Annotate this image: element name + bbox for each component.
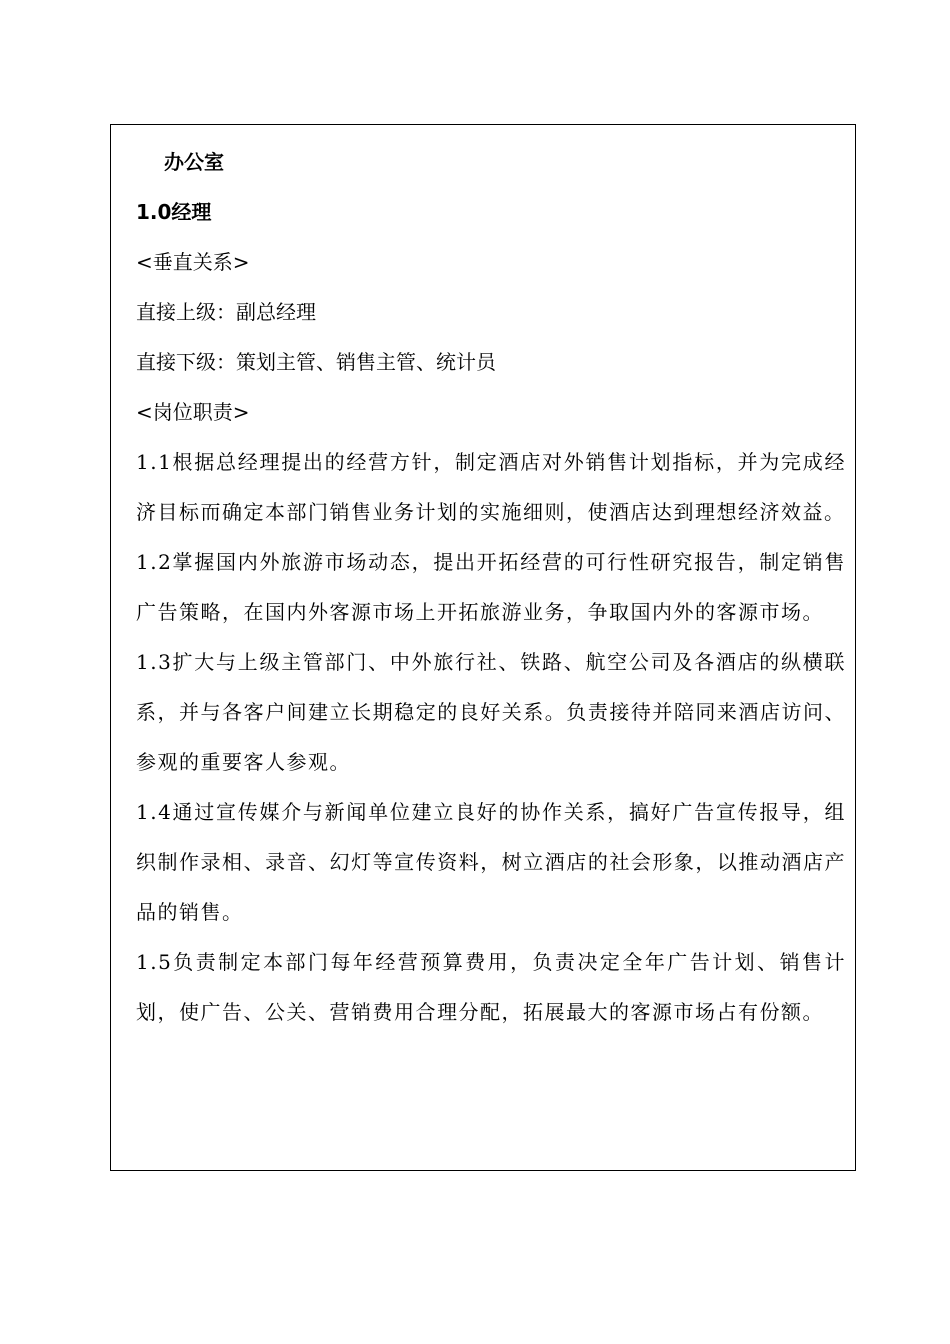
duty-paragraph-4: 1.4通过宣传媒介与新闻单位建立良好的协作关系，搞好广告宣传报导，组织制作录相、录音、幻灯等宣传资料，树立酒店的社会形象，以推动酒店产品的销售。 bbox=[136, 800, 846, 924]
page-title: 办公室 bbox=[164, 150, 224, 174]
document-frame bbox=[110, 124, 856, 1171]
duties-heading: <岗位职责> bbox=[136, 400, 250, 424]
duty-paragraph-2: 1.2掌握国内外旅游市场动态，提出开拓经营的可行性研究报告，制定销售广告策略，在国内外客源市场上开拓旅游业务，争取国内外的客源市场。 bbox=[136, 550, 846, 624]
document-content bbox=[136, 137, 846, 1037]
superior-line: 直接上级：副总经理 bbox=[136, 300, 316, 324]
subordinates-line: 直接下级：策划主管、销售主管、统计员 bbox=[136, 350, 496, 374]
duty-paragraph-3: 1.3扩大与上级主管部门、中外旅行社、铁路、航空公司及各酒店的纵横联系，并与各客户间建立长期稳定的良好关系。负责接待并陪同来酒店访问、参观的重要客人参观。 bbox=[136, 650, 846, 774]
duty-paragraph-1: 1.1根据总经理提出的经营方针，制定酒店对外销售计划指标，并为完成经济目标而确定本部门销售业务计划的实施细则，使酒店达到理想经济效益。 bbox=[136, 450, 846, 524]
section-heading: 1.0经理 bbox=[136, 200, 212, 224]
vertical-relation-heading: <垂直关系> bbox=[136, 250, 250, 274]
duty-paragraph-5: 1.5负责制定本部门每年经营预算费用，负责决定全年广告计划、销售计划，使广告、公关、营销费用合理分配，拓展最大的客源市场占有份额。 bbox=[136, 950, 846, 1024]
